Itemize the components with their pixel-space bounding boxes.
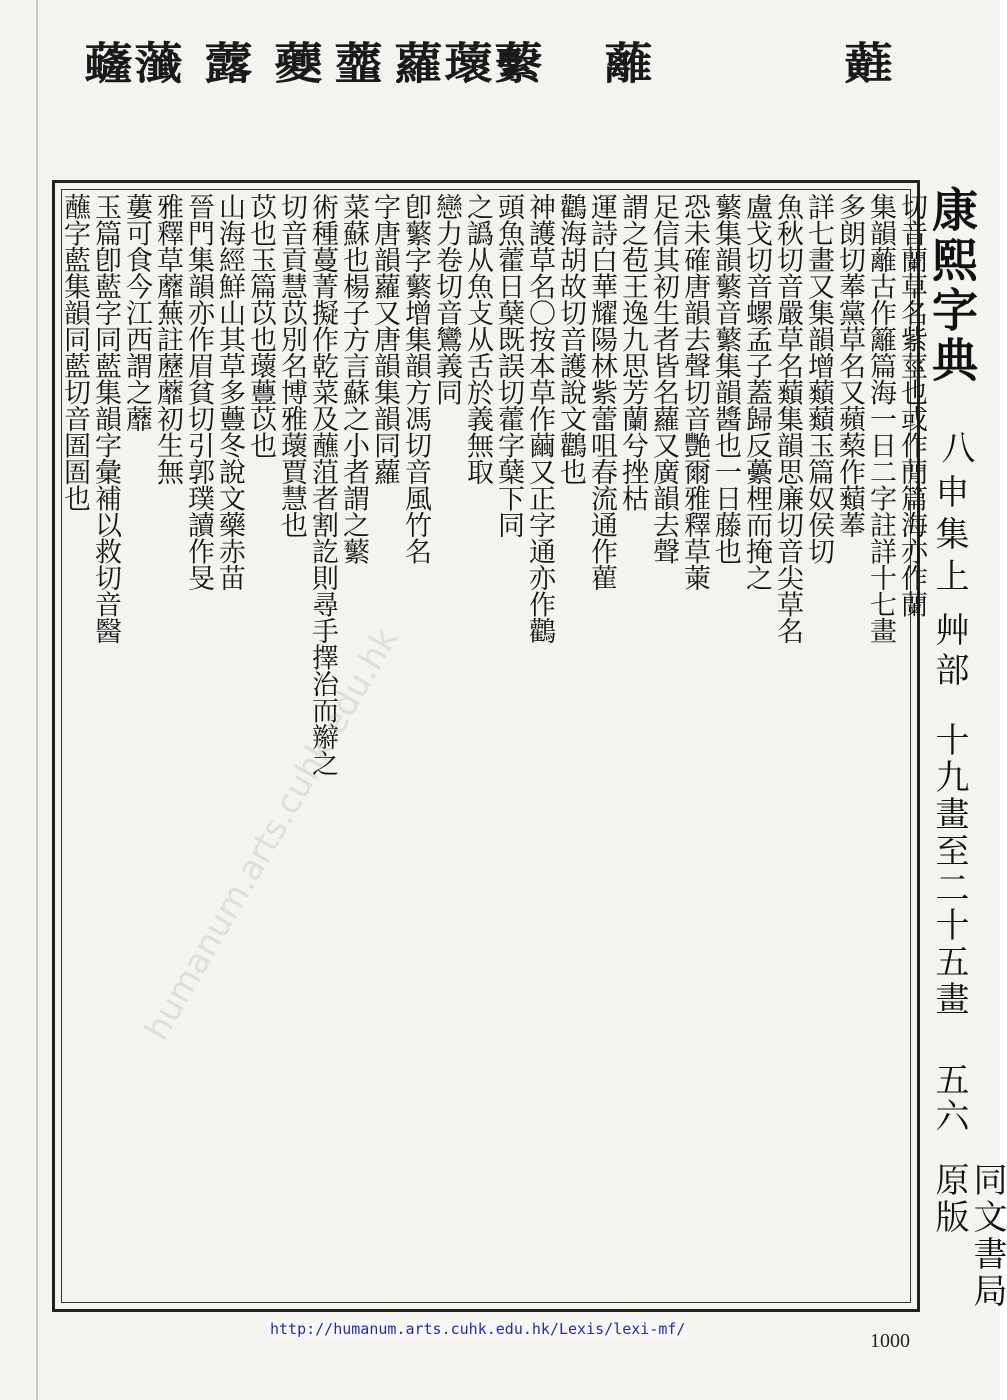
text-column: 切音貢慧苡別名博雅蘾賈慧也	[276, 193, 307, 538]
radical-label: 艸部	[929, 612, 969, 692]
text-column: 頭魚藿日蘖既誤切藿字蘖下同	[493, 193, 524, 538]
text-column: 切音蘭草名紫莖也或作蕑篇海亦作蘭	[896, 193, 927, 617]
seal-character: 虃	[125, 40, 182, 86]
binding-edge	[36, 0, 38, 1400]
seal-character: 蘾	[435, 40, 492, 86]
seal-script-row	[60, 30, 930, 190]
source-url[interactable]: http://humanum.arts.cuhk.edu.hk/Lexis/lexi-mf/	[270, 1320, 686, 1338]
text-column: 苡也玉篇苡也蘾蘴苡也	[245, 193, 276, 458]
page-number: 1000	[870, 1330, 910, 1352]
folio-number: 五六	[929, 1062, 969, 1134]
text-column: 戀力卷切音鸞義同	[431, 193, 462, 405]
text-column: 玉篇卽藍字同藍集韻字彙補以救切音醫	[90, 193, 121, 644]
text-column: 字唐韻蘿又唐韻集韻同蘿	[369, 193, 400, 485]
watermark: humanum.arts.cuhk.edu.hk	[136, 620, 407, 1048]
text-column: 術種蔓菁擬作乾菜及蘸菹者割訖則尋手擇治而辮之	[307, 193, 338, 776]
text-column: 謂之苞王逸九思芳蘭兮挫枯	[617, 193, 648, 511]
section-label: 申集上	[929, 474, 969, 600]
seal-character: 虂	[195, 40, 252, 86]
text-column: 恐未確唐韻去聲切音艷爾雅釋草萰	[679, 193, 710, 591]
text-column: 足信其初生者皆名蘿又廣韻去聲	[648, 193, 679, 564]
text-column: 魚秋切音嚴草名蘱集韻思廉切音尖草名	[772, 193, 803, 644]
seal-character: 虀	[325, 40, 382, 86]
text-column: 晉門集韻亦作眉貧切引郭璞讀作旻	[183, 193, 214, 591]
seal-character: 蘳	[835, 40, 892, 86]
seal-character: 蘿	[385, 40, 442, 86]
text-column: 卽蘩字蘩增集韻方馮切音風竹名	[400, 193, 431, 564]
text-column: 蘸字藍集韻同藍切音圄圄也	[59, 193, 90, 511]
seal-character: 蘺	[595, 40, 652, 86]
margin-header	[922, 182, 1007, 1312]
stroke-range: 十九畫至二十五畫	[929, 722, 969, 1018]
text-frame	[52, 180, 927, 1312]
text-column: 集韻蘺古作籬篇海一日二字註詳十七畫	[865, 193, 896, 644]
volume-number: 八	[935, 430, 975, 464]
text-column: 雅釋草蘼蕪註藶蘼初生無	[152, 193, 183, 485]
text-column: 山海經鮮山其草多蘴冬說文藥赤苗	[214, 193, 245, 591]
text-column: 鸛海胡故切音護說文鸛也	[555, 193, 586, 485]
seal-character: 虁	[265, 40, 322, 86]
publisher-label: 同文書局原版	[929, 1162, 1007, 1310]
text-column: 運詩白華耀陽林紫蕾咀春流通作雚	[586, 193, 617, 591]
text-column: 神護草名〇按本草作繭又正字通亦作鸛	[524, 193, 555, 644]
text-column: 菜蘇也楊子方言蘇之小者謂之蘩	[338, 193, 369, 564]
text-column: 盧戈切音螺孟子蓋歸反虆梩而掩之	[741, 193, 772, 591]
text-column: 之譌从魚攴从舌於義無取	[462, 193, 493, 485]
text-column: 蔞可食今江西謂之蘼	[121, 193, 152, 432]
text-columns	[59, 193, 927, 1299]
seal-character: 虄	[75, 40, 132, 86]
text-column: 詳七畫又集韻增蘱蘱玉篇奴侯切	[803, 193, 834, 564]
text-column: 多朗切菶黨草名又蘋蔾作蘱菶	[834, 193, 865, 538]
seal-character: 蘻	[485, 40, 542, 86]
text-column: 蘩集韻蘩音蘩集韻醬也一日藤也	[710, 193, 741, 564]
book-title: 康熙字典	[925, 186, 979, 386]
